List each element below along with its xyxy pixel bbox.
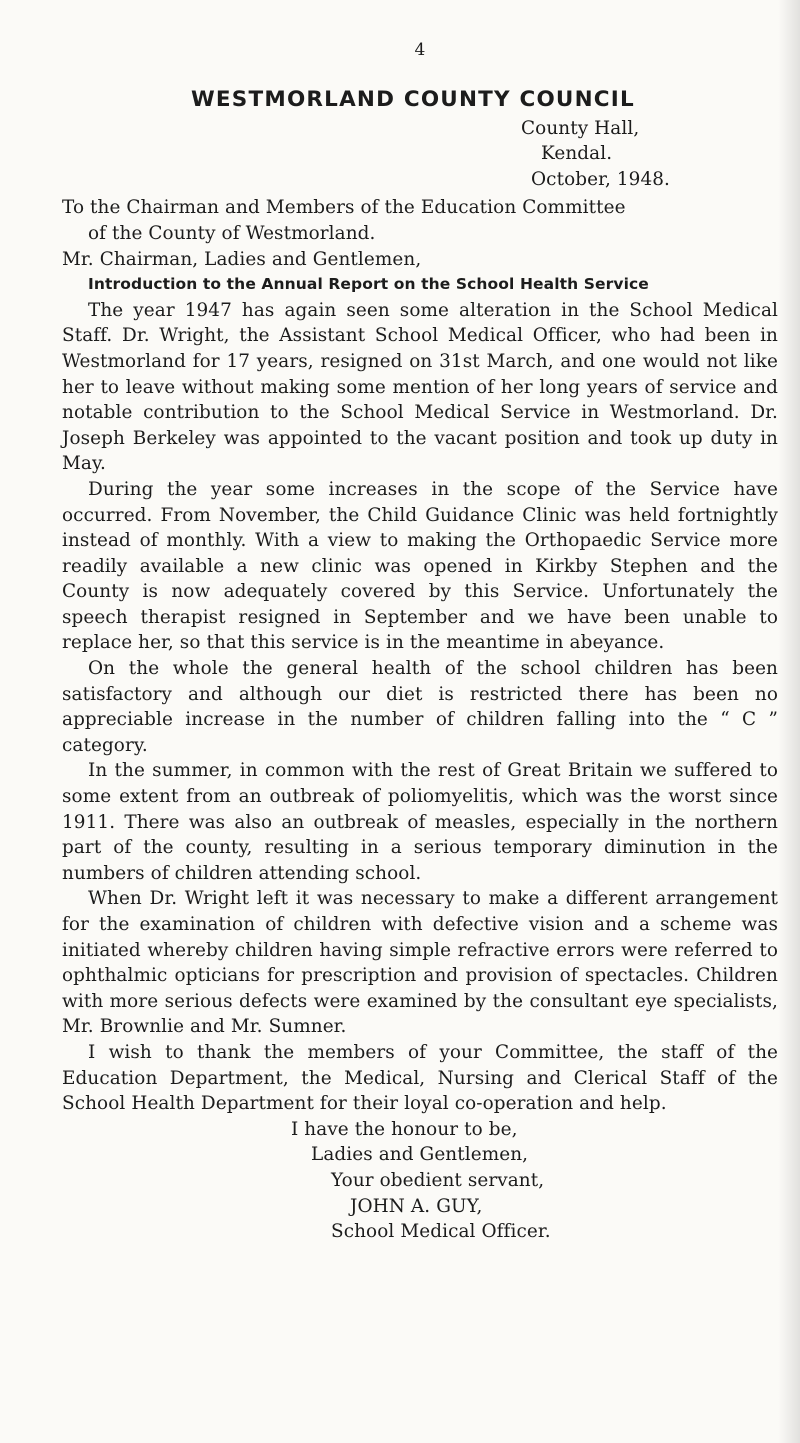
document-page <box>62 38 778 1245</box>
address-line-1: County Hall, <box>521 117 640 139</box>
paragraph: The year 1947 has again seen some alteration in the School Medical Staff. Dr. Wright, the Assistant School Medical Officer, who had been in Westmorland for 17 years, resigned on 31st March, and one would not like her to leave without making some mention of her long years of service and notable contribution to the School Medical Service in Westmorland. Dr. Joseph Berkeley was appointed to the vacant position and took up duty in May. <box>62 299 778 475</box>
page-number: 4 <box>414 40 426 60</box>
signatory-name: JOHN A. GUY, <box>350 1195 483 1217</box>
paragraph: When Dr. Wright left it was necessary to make a different arrangement for the examination of children with defective vision and a scheme was initiated whereby children having simple refractive errors were referred to ophthalmic opticians for prescription and provision of spectacles. Children with more serious defects were examined by the consultant eye specialists, Mr. Brownlie and Mr. Sumner. <box>62 888 778 1038</box>
page-edge-shadow <box>778 0 800 1443</box>
closing-line-1: I have the honour to be, <box>291 1118 518 1140</box>
salutation: Mr. Chairman, Ladies and Gentlemen, <box>62 248 422 270</box>
addressee-line-1: To the Chairman and Members of the Education Committee <box>62 197 626 219</box>
closing-line-3: Your obedient servant, <box>331 1169 545 1191</box>
paragraph: I wish to thank the members of your Committee, the staff of the Education Department, the Medical, Nursing and Clerical Staff of the School Health Department for their loyal co-operation and help. <box>62 1041 778 1115</box>
report-heading: Introduction to the Annual Report on the School Health Service <box>88 275 649 294</box>
signatory-title: School Medical Officer. <box>331 1221 551 1243</box>
paragraph: On the whole the general health of the school children has been satisfactory and although our diet is restricted there has been no appreciable increase in the number of children falling into the “ C ” category. <box>62 658 778 756</box>
closing-line-2: Ladies and Gentlemen, <box>311 1144 529 1166</box>
paragraph: In the summer, in common with the rest of Great Britain we suffered to some extent from an outbreak of poliomyelitis, which was the worst since 1911. There was also an outbreak of measles, especially in the northern part of the county, resulting in a serious temporary diminution in the numbers of children attending school. <box>62 760 778 884</box>
letter-date: October, 1948. <box>531 168 671 190</box>
addressee-line-2: of the County of Westmorland. <box>88 222 376 244</box>
council-title: WESTMORLAND COUNTY COUNCIL <box>191 86 635 112</box>
address-line-2: Kendal. <box>541 143 613 165</box>
closing-block <box>62 1117 778 1245</box>
paragraph: During the year some increases in the scope of the Service have occurred. From November, the Child Guidance Clinic was held fortnightly instead of monthly. With a view to making the Orthopaedic Service more readily available a new clinic was opened in Kirkby Stephen and the County is now adequately covered by this Service. Unfortunately the speech therapist resigned in September and we have been unable to replace her, so that this service is in the meantime in abeyance. <box>62 478 778 654</box>
